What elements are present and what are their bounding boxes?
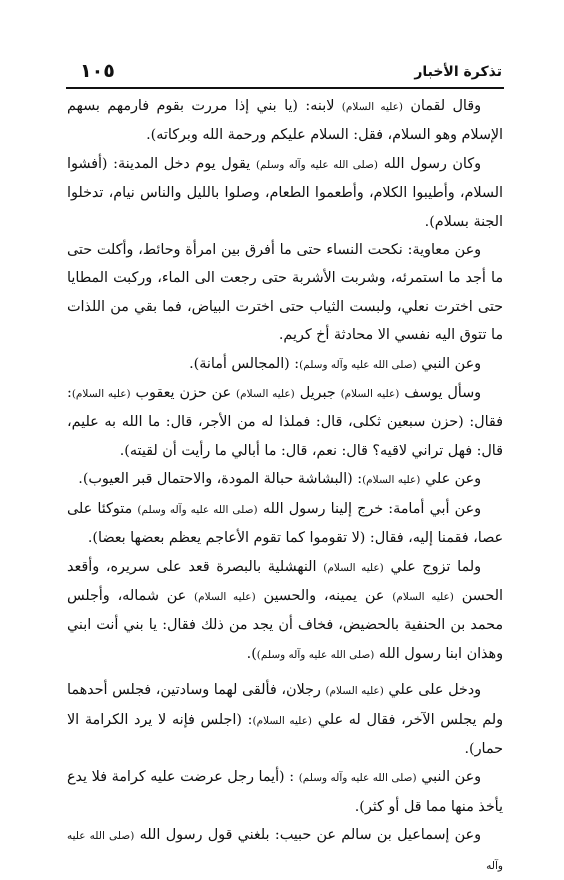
honorific: (صلى الله عليه وآله وسلم) (298, 772, 417, 785)
text-segment: لابنه: (يا بني إذا مررت بقوم فارمهم بسهم الإسلام وهو السلام، فقل: السلام عليكم ورحمة الله وبركاته). (67, 98, 503, 144)
text-segment: : فقال: (حزن سبعين ثكلى، قال: فملذا له من الأجر، قال: ما الله به عليم، قال: فهل تراني لاقيه؟ قال: نعم، قال: ما أبالي ما رأيت أن لقيته). (67, 385, 503, 459)
honorific: (عليه السلام) (71, 388, 131, 401)
honorific: (صلى الله عليه وآله وسلم) (256, 648, 375, 661)
text-segment: وسأل يوسف (399, 385, 482, 402)
paragraph-prophet-medina (67, 150, 503, 236)
running-header (66, 56, 504, 88)
honorific: (عليه السلام) (340, 388, 400, 401)
text-segment: جبريل (294, 385, 341, 402)
paragraph-nahshaliya (67, 553, 503, 670)
honorific: (عليه السلام) (392, 590, 454, 603)
paragraph-ali-bashasha (67, 465, 503, 494)
paragraph-muawiya (67, 236, 503, 350)
paragraph-abu-umama (67, 495, 503, 553)
header-rule (66, 87, 504, 89)
paragraph-karama (67, 763, 503, 821)
honorific: (عليه السلام) (323, 561, 384, 574)
honorific: (صلى الله عليه وآله وسلم) (137, 503, 258, 516)
text-segment: : (أيما رجل عرضت عليه كرامة فلا يدع يأخذ منها مما قل أو كثر). (67, 769, 503, 815)
honorific: (صلى الله عليه وآله (67, 830, 503, 872)
text-segment: ودخل على علي (383, 682, 482, 699)
text-segment: رجلان، فألقى لهما وسادتين، فجلس أحدهما ولم يجلس الآخر، فقال له علي (67, 682, 504, 728)
honorific: (عليه السلام) (252, 714, 313, 727)
honorific: (عليه السلام) (194, 590, 256, 603)
body-text (67, 92, 503, 880)
paragraph-two-men (67, 676, 503, 763)
text-segment: وكان رسول الله (378, 155, 481, 172)
text-segment: ). (246, 645, 257, 662)
text-segment: وعن إسماعيل بن سالم عن حبيب: بلغني قول رسول الله (134, 827, 481, 844)
text-segment: وعن النبي (416, 355, 481, 372)
text-segment: وعن أبي أمامة: خرج إلينا رسول الله (257, 500, 481, 517)
text-segment: عن يمينه، والحسين (255, 587, 393, 604)
text-segment: : (المجالس أمانة). (189, 355, 300, 372)
text-segment: عن شماله، وأجلس محمد بن الحنفية بالحضيض، فخاف أن يجد من ذلك فقال: يا بني أنت ابني وهذان ابنا رسول الله (67, 587, 503, 662)
honorific: (عليه السلام) (341, 101, 403, 113)
text-segment: النهشلية بالبصرة قعد على سريره، وأقعد الحسن (67, 558, 503, 604)
text-segment: متوكئا على عصا، فقمنا إليه، فقال: (لا تقوموا كما تقوم الأعاجم يعظم بعضها بعضا). (67, 500, 503, 547)
text-segment: ولما تزوج علي (383, 558, 481, 575)
page-number: ١٠٥ (80, 60, 115, 82)
text-segment: وعن النبي (416, 769, 482, 786)
honorific: (عليه السلام) (236, 388, 295, 401)
paragraph-yusuf (67, 379, 503, 465)
paragraph-majalis (67, 350, 503, 379)
text-segment: : (البشاشة حبالة المودة، والاحتمال قبر العيوب). (78, 471, 363, 488)
text-segment: عن حزن يعقوب (130, 385, 237, 402)
paragraph-ismail (67, 821, 503, 880)
text-segment: وعن علي (420, 471, 481, 488)
honorific: (صلى الله عليه وآله وسلم) (299, 358, 417, 371)
honorific: (عليه السلام) (362, 474, 421, 487)
text-segment: وقال لقمان (402, 98, 481, 114)
honorific: (صلى الله عليه وآله وسلم) (255, 158, 379, 171)
text-segment: : (اجلس فإنه لا يرد الكرامة الا حمار). (67, 711, 503, 757)
running-title: تذكرة الأخبار (414, 64, 502, 80)
text-segment: يقول يوم دخل المدينة: (أفشوا السلام، وأطيبوا الكلام، وأطعموا الطعام، وصلوا بالليل والناس نيام، تدخلوا الجنة بسلام). (67, 155, 503, 230)
paragraph-luqman (67, 92, 503, 150)
honorific: (عليه السلام) (325, 685, 384, 698)
text-segment: وعن معاوية: نكحت النساء حتى ما أفرق بين امرأة وحائط، وأكلت حتى ما أجد ما استمرئه، وشربت الأشربة حتى رجعت الى الماء، وركبت المطايا حتى اخترت نعلي، ولبست الثياب حتى اخترت البياض، فما بقي من اللذات ما تتوق اليه نفسي الا محادثة أخ كريم. (67, 242, 503, 344)
